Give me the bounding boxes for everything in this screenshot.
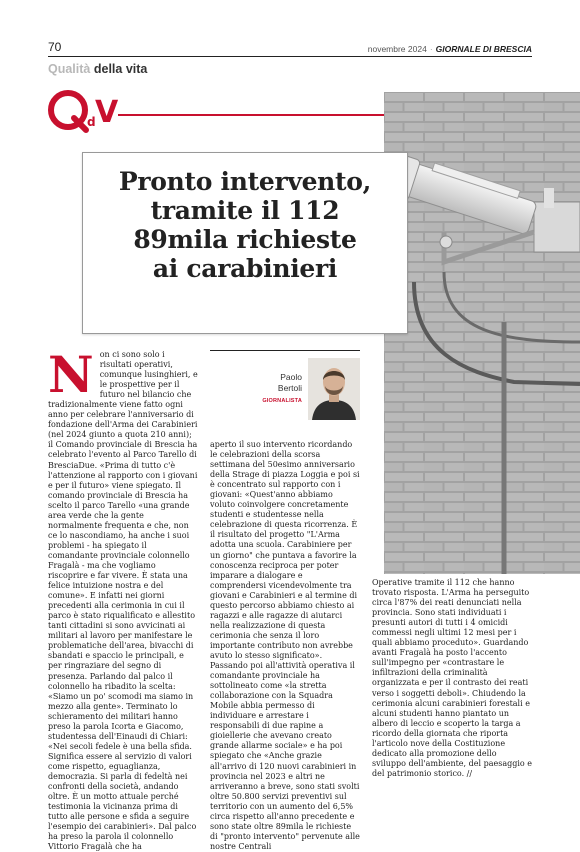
- issue-date: novembre 2024: [367, 44, 427, 54]
- logo-letter-v: V: [95, 95, 119, 130]
- header-separator: ·: [429, 44, 433, 54]
- author-last-name: Bertoli: [277, 383, 302, 393]
- author-name: [278, 372, 302, 394]
- logo-rule: [118, 114, 384, 116]
- security-camera-photo: [384, 92, 580, 574]
- author-box: [210, 350, 360, 428]
- author-photo: [308, 358, 360, 420]
- headline-line-3: 89mila richieste: [133, 225, 357, 254]
- security-camera-illustration: [384, 92, 580, 574]
- article-column-3: [372, 578, 532, 778]
- drop-cap: N: [48, 345, 94, 404]
- header-rule: [48, 56, 532, 57]
- page-number: 70: [48, 40, 62, 54]
- headline-line-4: ai carabinieri: [152, 254, 338, 283]
- article-text-col1: on ci sono solo i risultati operativi, comunque lusinghieri, e le prospettive per il futuro nel bilancio che tradizionalmente viene fatto ogni anno per celebrare l'anniversario di fondazione dell'Arma dei Carabinieri (nel 2024 giunto a quota 210 anni); il Comando provinciale di Brescia ha celebrato l'evento al Parco Tarello di BresciaDue. «Prima di tutto c'è l'attenzione al rapporto con i giovani e per il futuro» viene spiegato. Il comando provinciale di Brescia ha scelto il parco Tarello «una grande area verde che la gente normalmente frequenta e che, non ce lo nascondiamo, ha anche i suoi problemi - ha spiegato il comandante provinciale colonnello Fragalà - ma che vogliamo riscoprire e far vivere. È stata una felice intuizione nostra e del comune». E infatti nei giorni precedenti alla cerimonia in cui il parco è stato riqualificato e allestito tanti cittadini si sono avvicinati ai militari al lavoro per manifestare le problematiche dell'area, bivacchi di sbandati e spaccio le principali, e per ringraziare del segno di presenza. Parlando dal palco il colonnello ha ribadito la scelta: «Siamo un po' scomodi ma siamo in mezzo alla gente». Terminato lo schieramento dei militari hanno preso la parola Icorta e Giacomo, studentessa dell'Einaudi di Chiari: «Nei secoli fedele è una bella sfida. Significa essere al servizio di valori come rispetto, eguaglianza, democrazia. Si parla di fedeltà nei confronti della società, andando oltre. È un motto attuale perché testimonia la vicinanza prima di tutto alle persone e sfida a seguire l'esempio dei carabinieri». Dal palco ha preso la parola il colonnello Vittorio Fragalà che ha: [48, 350, 198, 852]
- headline-box: [82, 152, 408, 334]
- qdv-logo: [48, 88, 120, 134]
- article-text-col3: Operative tramite il 112 che hanno trovato risposta. L'Arma ha perseguito circa l'87% dei reati denunciati nella provincia. Sono stati individuati i presunti autori di tutti i 4 omicidi commessi negli ultimi 12 mesi per i quali abbiamo proceduto». Guardando avanti Fragalà ha posto l'accento sull'impegno per «contrastare le infiltrazioni della criminalità organizzata e per il contrasto dei reati verso i soggetti deboli». Chiudendo la cerimonia alcuni carabinieri forestali e alcuni studenti hanno piantato un albero di leccio e scoperto la targa a ricordo della giornata che riporta l'articolo nove della Costituzione dedicato alla promozione dello sviluppo dell'ambiente, del paesaggio e del patrimonio storico. //: [372, 578, 532, 778]
- logo-letter-d: d: [87, 115, 96, 129]
- author-first-name: Paolo: [280, 372, 302, 382]
- section-title-dark: della vita: [93, 62, 148, 76]
- section-title-light: Qualità: [48, 62, 91, 76]
- article-column-1: [48, 345, 198, 852]
- article-column-2: [210, 440, 360, 851]
- headline-line-1: Pronto intervento,: [118, 167, 372, 196]
- article-text-col2: aperto il suo intervento ricordando le celebrazioni della scorsa settimana del 50esimo anniversario della Strage di piazza Loggia e poi si è concentrato sul rapporto con i giovani: «Quest'anno abbiamo voluto coinvolgere concretamente studenti e studentesse nella celebrazione di questa ricorrenza. È il risultato del progetto "L'Arma adotta una scuola. Carabiniere per un giorno" che puntava a favorire la conoscenza reciproca per poter imparare a dialogare e comprendersi vicendevolmente tra giovani e Carabinieri e al termine di questo percorso abbiamo chiesto ai ragazzi e alle ragazze di aiutarci nella realizzazione di questa cerimonia che senza il loro importante contributo non avrebbe avuto lo stesso significato». Passando poi all'attività operativa il comandante provinciale ha sottolineato come «la stretta collaborazione con la Squadra Mobile abbia permesso di individuare e arrestare i responsabili di due rapine a gioiellerie che avevano creato grande allarme sociale» e ha poi spiegato che «Anche grazie all'arrivo di 120 nuovi carabinieri in provincia nel 2023 e altri ne arriveranno a breve, sono stati svolti oltre 50.800 servizi preventivi sul territorio con un aumento del 6,5% circa rispetto all'anno precedente e sono state oltre 89mila le richieste di "pronto intervento" pervenute alle nostre Centrali: [210, 440, 360, 851]
- header-date-publication: [368, 44, 532, 54]
- headline: [83, 167, 407, 283]
- author-rule: [210, 350, 360, 351]
- headline-line-2: tramite il 112: [150, 196, 340, 225]
- section-title: [48, 62, 147, 76]
- publication-name: GIORNALE DI BRESCIA: [435, 44, 532, 54]
- author-role: GIORNALISTA: [262, 398, 302, 404]
